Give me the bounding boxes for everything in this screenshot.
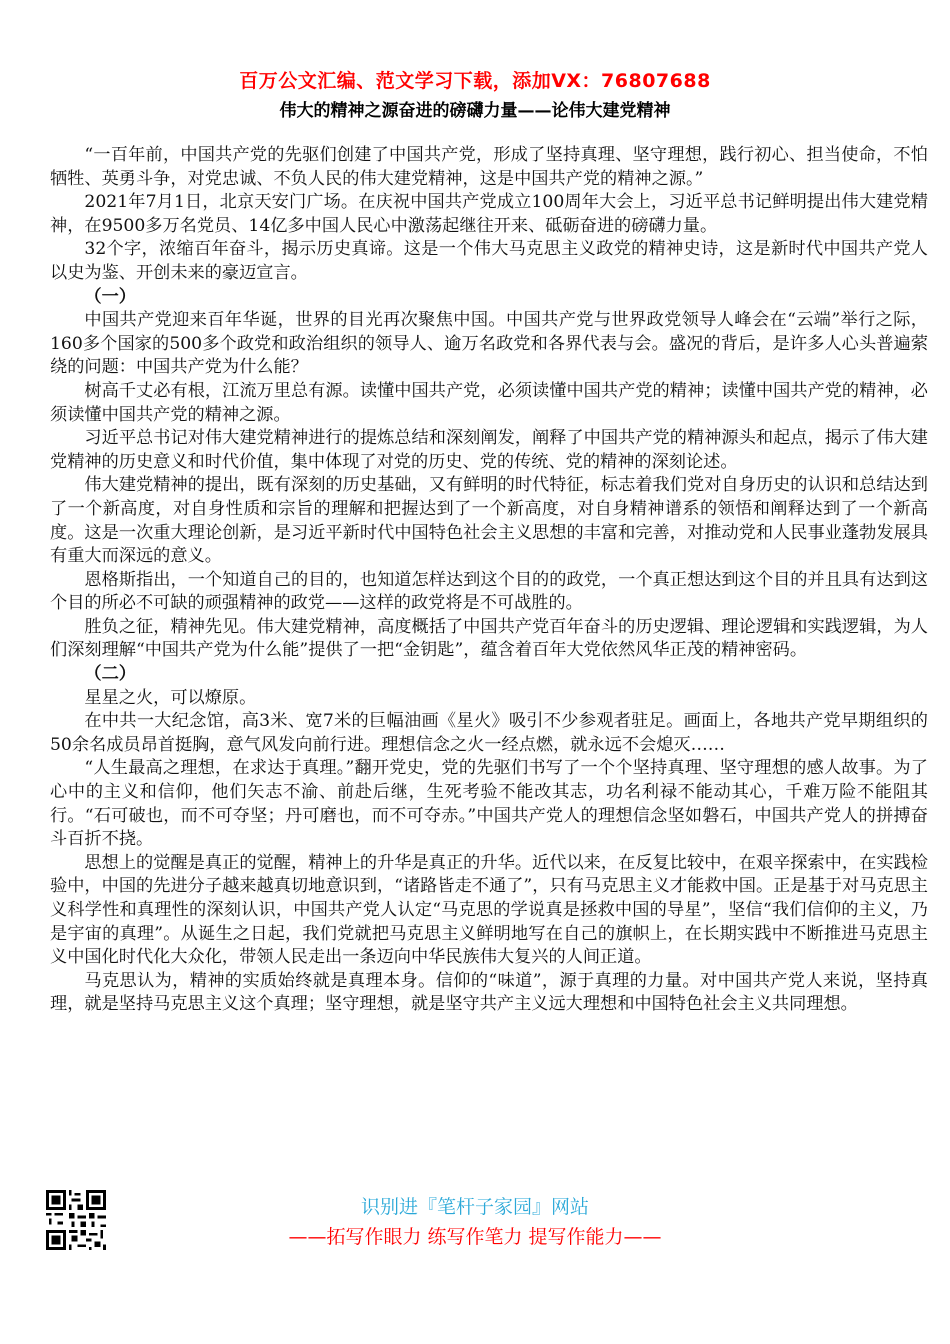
footer — [0, 1188, 950, 1258]
section-heading: （二） — [84, 664, 136, 685]
paragraph: “人生最高之理想，在求达于真理。”翻开党史，党的先驱们书写了一个个坚持真理、坚守理想的感人故事。为了心中的主义和信仰，他们矢志不渝、前赴后继，生死考验不能改其志，功名利禄不能动其心，千难万险不能阻其行。“石可破也，而不可夺坚；丹可磨也，而不可夺赤。”中国共产党人的理想信念坚如磐石，中国共产党人的拼搏奋斗百折不挠。 — [50, 758, 928, 850]
footer-slogan: ——拓写作眼力 练写作笔力 提写作能力—— — [288, 1226, 662, 1248]
footer-site-link[interactable]: 识别进『笔杆子家园』网站 — [360, 1196, 589, 1218]
paragraph: 中国共产党迎来百年华诞，世界的目光再次聚焦中国。中国共产党与世界政党领导人峰会在“云端”举行之际，160多个国家的500多个政党和政治组织的领导人、逾万名政党和各界代表与会。盛况的背后，是许多人心头普遍萦绕的问题：中国共产党为什么能？ — [50, 310, 928, 378]
paragraph: 星星之火，可以燎原。 — [84, 687, 257, 708]
paragraph: 伟大建党精神的提出，既有深刻的历史基础，又有鲜明的时代特征，标志着我们党对自身历史的认识和总结达到了一个新高度，对自身性质和宗旨的理解和把握达到了一个新高度，对自身精神谱系的领悟和阐释达到了一个新高度。这是一次重大理论创新，是习近平新时代中国特色社会主义思想的丰富和完善，对推动党和人民事业蓬勃发展具有重大而深远的意义。 — [50, 475, 928, 567]
promo-banner: 百万公文汇编、范文学习下载，添加VX：76807688 — [239, 70, 711, 92]
section-heading: （一） — [84, 286, 136, 307]
paragraph: 2021年7月1日，北京天安门广场。在庆祝中国共产党成立100周年大会上，习近平总书记鲜明提出伟大建党精神，在9500多万名党员、14亿多中国人民心中激荡起继往开来、砥砺奋进的磅礴力量。 — [50, 192, 928, 236]
paragraph: 32个字，浓缩百年奋斗，揭示历史真谛。这是一个伟大马克思主义政党的精神史诗，这是新时代中国共产党人以史为鉴、开创未来的豪迈宣言。 — [50, 239, 928, 283]
paragraph: 胜负之征，精神先见。伟大建党精神，高度概括了中国共产党百年奋斗的历史逻辑、理论逻辑和实践逻辑，为人们深刻理解“中国共产党为什么能”提供了一把“金钥匙”，蕴含着百年大党依然风华正茂的精神密码。 — [50, 616, 928, 661]
paragraph: 习近平总书记对伟大建党精神进行的提炼总结和深刻阐发，阐释了中国共产党的精神源头和起点，揭示了伟大建党精神的历史意义和时代价值，集中体现了对党的历史、党的传统、党的精神的深刻论述。 — [50, 428, 928, 472]
paragraph: 恩格斯指出，一个知道自己的目的，也知道怎样达到这个目的的政党，一个真正想达到这个目的并且具有达到这个目的所必不可缺的顽强精神的政党——这样的政党将是不可战胜的。 — [50, 569, 928, 614]
paragraph: 树高千丈必有根，江流万里总有源。读懂中国共产党，必须读懂中国共产党的精神；读懂中国共产党的精神，必须读懂中国共产党的精神之源。 — [50, 380, 928, 425]
paragraph: 思想上的觉醒是真正的觉醒，精神上的升华是真正的升华。近代以来，在反复比较中，在艰辛探索中，在实践检验中，中国的先进分子越来越真切地意识到，“诸路皆走不通了”，只有马克思主义才能救中国。正是基于对马克思主义科学性和真理性的深刻认识，中国共产党人认定“马克思的学说真是拯救中国的导星”，坚信“我们信仰的主义，乃是宇宙的真理”。从诞生之日起，我们党就把马克思主义鲜明地写在自己的旗帜上，在长期实践中不断推进马克思主义中国化时代化大众化，带领人民走出一条迈向中华民族伟大复兴的人间正道。 — [50, 852, 928, 968]
paragraph: 在中共一大纪念馆，高3米、宽7米的巨幅油画《星火》吸引不少参观者驻足。画面上，各地共产党早期组织的50余名成员昂首挺胸，意气风发向前行进。理想信念之火一经点燃，就永远不会熄灭…… — [50, 711, 928, 755]
article-body — [50, 144, 928, 1017]
paragraph: “一百年前，中国共产党的先驱们创建了中国共产党，形成了坚持真理、坚守理想，践行初心、担当使命，不怕牺牲、英勇斗争，对党忠诚、不负人民的伟大建党精神，这是中国共产党的精神之源。” — [50, 145, 928, 189]
page-title: 伟大的精神之源奋进的磅礴力量——论伟大建党精神 — [279, 101, 671, 121]
paragraph: 马克思认为，精神的实质始终就是真理本身。信仰的“味道”，源于真理的力量。对中国共产党人来说，坚持真理，就是坚持马克思主义这个真理；坚守理想，就是坚守共产主义远大理想和中国特色社会主义共同理想。 — [50, 970, 928, 1015]
